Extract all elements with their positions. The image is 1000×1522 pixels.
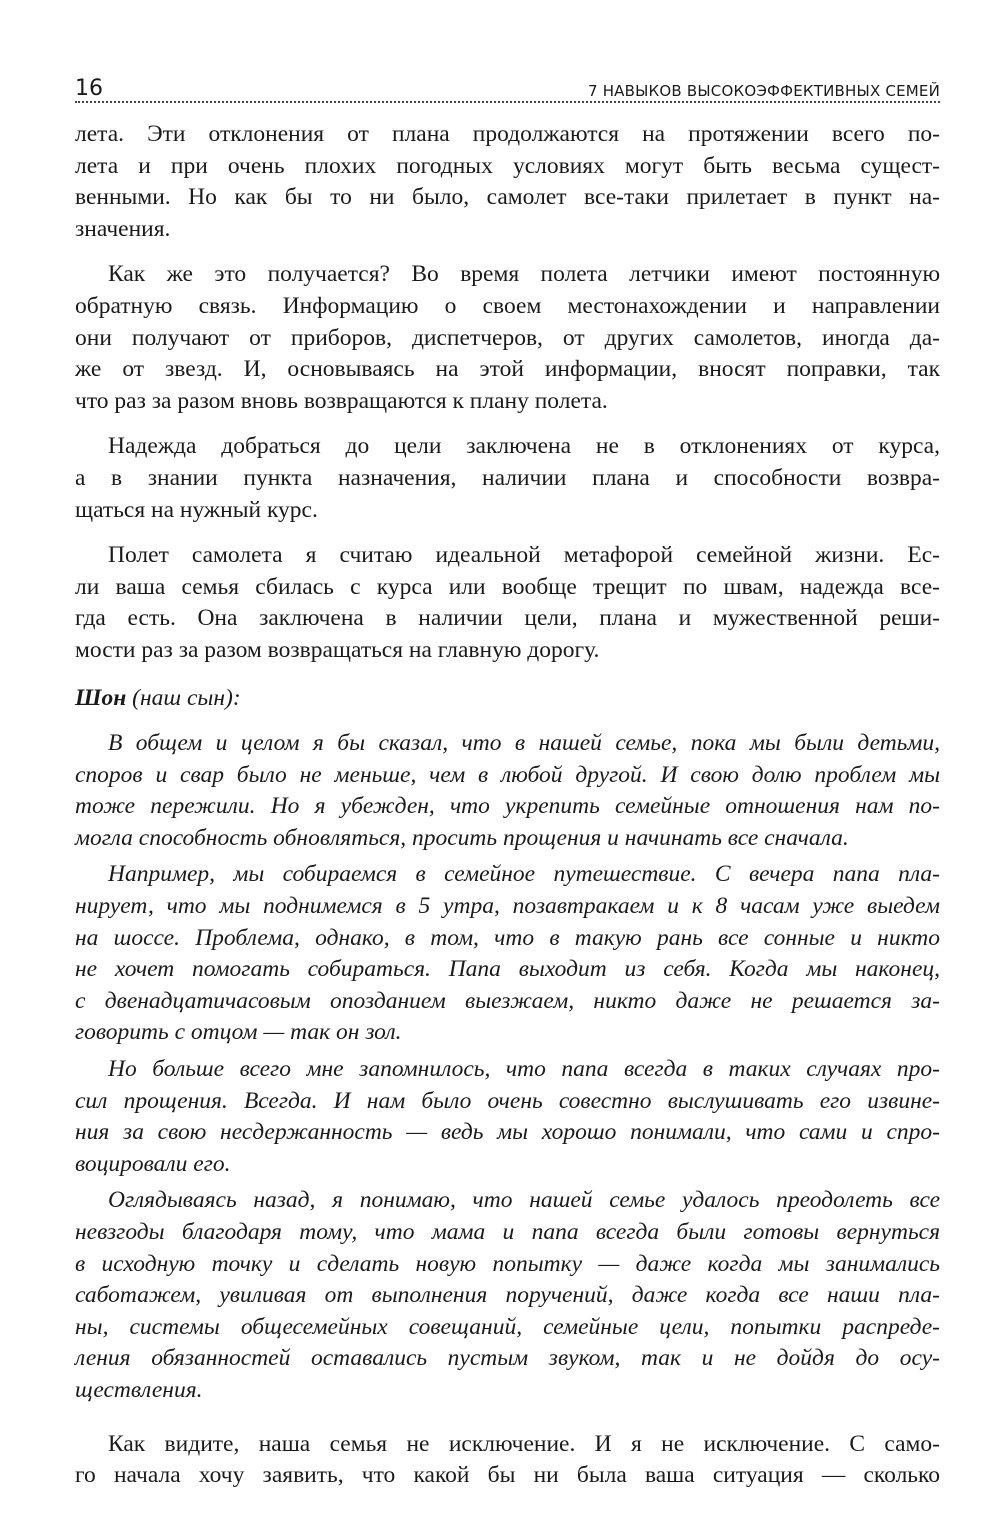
speaker-label: [75, 683, 940, 715]
text-line: щаться на нужный курс.: [75, 496, 318, 523]
quote-paragraph: [75, 1054, 940, 1180]
text-line: ществления.: [75, 1376, 203, 1403]
speaker-note: (наш сын):: [126, 684, 241, 711]
paragraph: [75, 431, 940, 526]
text-line: Как же это получается? Во время полета летчики имеют постоянную: [108, 261, 940, 288]
text-line: ли ваша семья сбилась с курса или вообще трещит по швам, надежда все-: [75, 573, 940, 600]
text-line: тоже пережили. Но я убежден, что укрепить семейные отношения нам по-: [75, 793, 940, 820]
text-line: Надежда добраться до цели заключена не в отклонениях от курса,: [108, 433, 940, 460]
text-line: В общем и целом я бы сказал, что в нашей семье, пока мы были детьми,: [108, 730, 940, 757]
paragraph: [75, 1429, 940, 1492]
paragraph: [75, 540, 940, 666]
text-line: ния за свою несдержанность — ведь мы хорошо понимали, что сами и спро-: [75, 1119, 940, 1146]
text-line: венными. Но как бы то ни было, самолет все-таки прилетает в пункт на-: [75, 184, 940, 211]
text-line: говорить с отцом — так он зол.: [75, 1019, 402, 1046]
text-line: го начала хочу заявить, что какой бы ни была ваша ситуация — сколько: [75, 1462, 940, 1489]
paragraph: [75, 259, 940, 417]
text-line: ны, системы общесемейных совещаний, семейные цели, попытки распреде-: [75, 1313, 940, 1340]
text-line: с двенадцатичасовым опозданием выезжаем, никто даже не решается за-: [75, 987, 940, 1014]
text-line: воцировали его.: [75, 1150, 231, 1177]
page-body: [75, 114, 940, 1492]
text-line: Оглядываясь назад, я понимаю, что нашей семье удалось преодолеть все: [108, 1187, 940, 1214]
speaker-name: Шон: [75, 684, 127, 711]
text-line: гда есть. Она заключена в наличии цели, плана и мужественной реши-: [75, 605, 940, 632]
text-line: мости раз за разом возвращаться на главную дорогу.: [75, 636, 600, 663]
running-header: [75, 70, 940, 100]
paragraph: [75, 119, 940, 245]
text-line: Полет самолета я считаю идеальной метафорой семейной жизни. Ес-: [108, 542, 940, 569]
text-line: обратную связь. Информацию о своем местонахождении и направлении: [75, 292, 940, 319]
text-line: ления обязанностей оставались пустым звуком, так и не дойдя до осу-: [75, 1345, 940, 1372]
text-line: они получают от приборов, диспетчеров, от других самолетов, иногда да-: [75, 324, 940, 351]
text-line: лета и при очень плохих погодных условиях могут быть весьма сущест-: [75, 152, 940, 179]
text-line: лета. Эти отклонения от плана продолжаются на протяжении всего по-: [75, 121, 940, 147]
text-line: саботажем, увиливая от выполнения поручений, даже когда все наши пла-: [75, 1282, 940, 1309]
text-line: а в знании пункта назначения, наличии плана и способности возвра-: [75, 464, 940, 491]
text-line: споров и свар было не меньше, чем в любой другой. И свою долю проблем мы: [75, 761, 940, 788]
text-line: сил прощения. Всегда. И нам было очень совестно выслушивать его извине-: [75, 1087, 940, 1114]
header-divider: [75, 101, 940, 103]
text-line: что раз за разом вновь возвращаются к плану полета.: [75, 387, 608, 414]
text-line: могла способность обновляться, просить прощения и начинать все сначала.: [75, 824, 849, 851]
text-line: нирует, что мы поднимемся в 5 утра, позавтракаем и к 8 часам уже выедем: [75, 893, 940, 920]
quote-paragraph: [75, 859, 940, 1049]
text-line: не хочет помогать собираться. Папа выходит из себя. Когда мы наконец,: [75, 956, 940, 983]
text-line: в исходную точку и сделать новую попытку — даже когда мы занимались: [75, 1250, 940, 1277]
text-line: Как видите, наша семья не исключение. И я не исключение. С само-: [108, 1430, 940, 1457]
text-line: Например, мы собираемся в семейное путешествие. С вечера папа пла-: [108, 861, 940, 888]
text-line: на шоссе. Проблема, однако, в том, что в такую рань все сонные и никто: [75, 924, 940, 951]
text-line: значения.: [75, 215, 171, 242]
text-line: Но больше всего мне запомнилось, что папа всегда в таких случаях про-: [108, 1056, 940, 1083]
text-line: невзгоды благодаря тому, что мама и папа всегда были готовы вернуться: [75, 1219, 940, 1245]
quote-paragraph: [75, 1185, 940, 1406]
text-line: же от звезд. И, основываясь на этой информации, вносят поправки, так: [75, 356, 940, 383]
quote-paragraph: [75, 728, 940, 854]
page-number: 16: [75, 76, 103, 101]
running-title: 7 НАВЫКОВ ВЫСОКОЭФФЕКТИВНЫХ СЕМЕЙ: [587, 82, 940, 100]
